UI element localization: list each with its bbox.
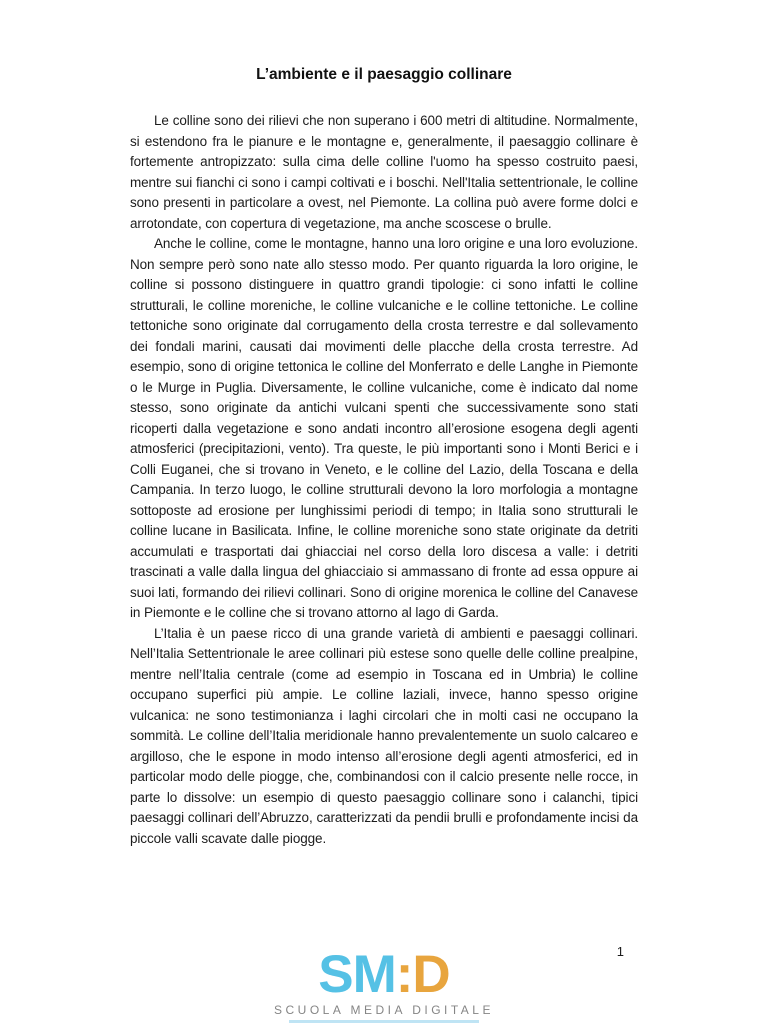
page-title: L’ambiente e il paesaggio collinare [256,66,512,83]
paragraph-2: Anche le colline, come le montagne, hanno una loro origine e una loro evoluzione. Non sempre però sono nate allo stesso modo. Per quanto riguarda la loro origine, le colline si possono distinguere in quattro grandi tipologie: ci sono infatti le colline strutturali, le colline moreniche, le colline vulcaniche e le colline tettoniche. Le colline tettoniche sono originate dal corrugamento della crosta terrestre e dal sollevamento dei fondali marini, causati dai movimenti delle placche della crosta terrestre. Ad esempio, sono di origine tettonica le colline del Monferrato e delle Langhe in Piemonte o le Murge in Puglia. Diversamente, le colline vulcaniche, come è indicato dal nome stesso, sono originate da antichi vulcani spenti che successivamente sono stati ricoperti dalla vegetazione e sono andati incontro all’erosione esogena degli agenti atmosferici (precipitazioni, vento). Tra queste, le più importanti sono i Monti Berici e i Colli Euganei, che si trovano in Veneto, e le colline del Lazio, della Toscana e della Campania. In terzo luogo, le colline strutturali devono la loro morfologia a montagne sottoposte ad erosione per lunghissimi periodi di tempo; in Italia sono strutturali le colline lucane in Basilicata. Infine, le colline moreniche sono state originate da detriti accumulati e trasportati dai ghiacciai nel corso della loro discesa a valle: i detriti trascinati a valle dalla lingua del ghiacciaio si ammassano di fronte ad essa oppure ai suoi lati, formando dei rilievi collinari. Sono di origine morenica le colline del Canavese in Piemonte e le colline che si trovano attorno al lago di Garda. [130,236,638,620]
smd-logo [0,945,768,1023]
document-content [130,66,638,849]
smd-logo-subtitle: SCUOLA MEDIA DIGITALE [274,1003,494,1017]
smd-logo-sm: SM [318,945,396,1004]
smd-logo-colon-d: :D [395,945,450,1004]
smd-logo-wordmark [318,945,450,1004]
paragraph-1: Le colline sono dei rilievi che non superano i 600 metri di altitudine. Normalmente, si estendono fra le pianure e le montagne e, generalmente, il paesaggio collinare è fortemente antropizzato: sulla cima delle colline l'uomo ha spesso costruito paesi, mentre sui fianchi ci sono i campi coltivati e i boschi. Nell'Italia settentrionale, le colline sono presenti in particolare a ovest, nel Piemonte. La collina può avere forme dolci e arrotondate, con copertura di vegetazione, ma anche scoscese o brulle. [130,113,638,231]
paragraph-3: L’Italia è un paese ricco di una grande varietà di ambienti e paesaggi collinari. Nell’Italia Settentrionale le aree collinari più estese sono quelle delle colline prealpine, mentre nell’Italia centrale (come ad esempio in Toscana ed in Umbria) le colline occupano superfici più ampie. Le colline laziali, invece, hanno spesso origine vulcanica: ne sono testimonianza i laghi circolari che in molti casi ne occupano la sommità. Le colline dell’Italia meridionale hanno prevalentemente un suolo calcareo e argilloso, che le espone in modo intenso all’erosione degli agenti atmosferici, ed in particolar modo delle piogge, che, combinandosi con il calcio presente nelle rocce, in parte lo dissolve: un esempio di questo paesaggio collinare sono i calanchi, tipici paesaggi collinari dell’Abruzzo, caratterizzati da pendii brulli e profondamente incisi da piccole valli scavate dalle piogge. [130,625,638,846]
page-number: 1 [616,944,624,959]
smd-logo-rule [289,1020,479,1023]
